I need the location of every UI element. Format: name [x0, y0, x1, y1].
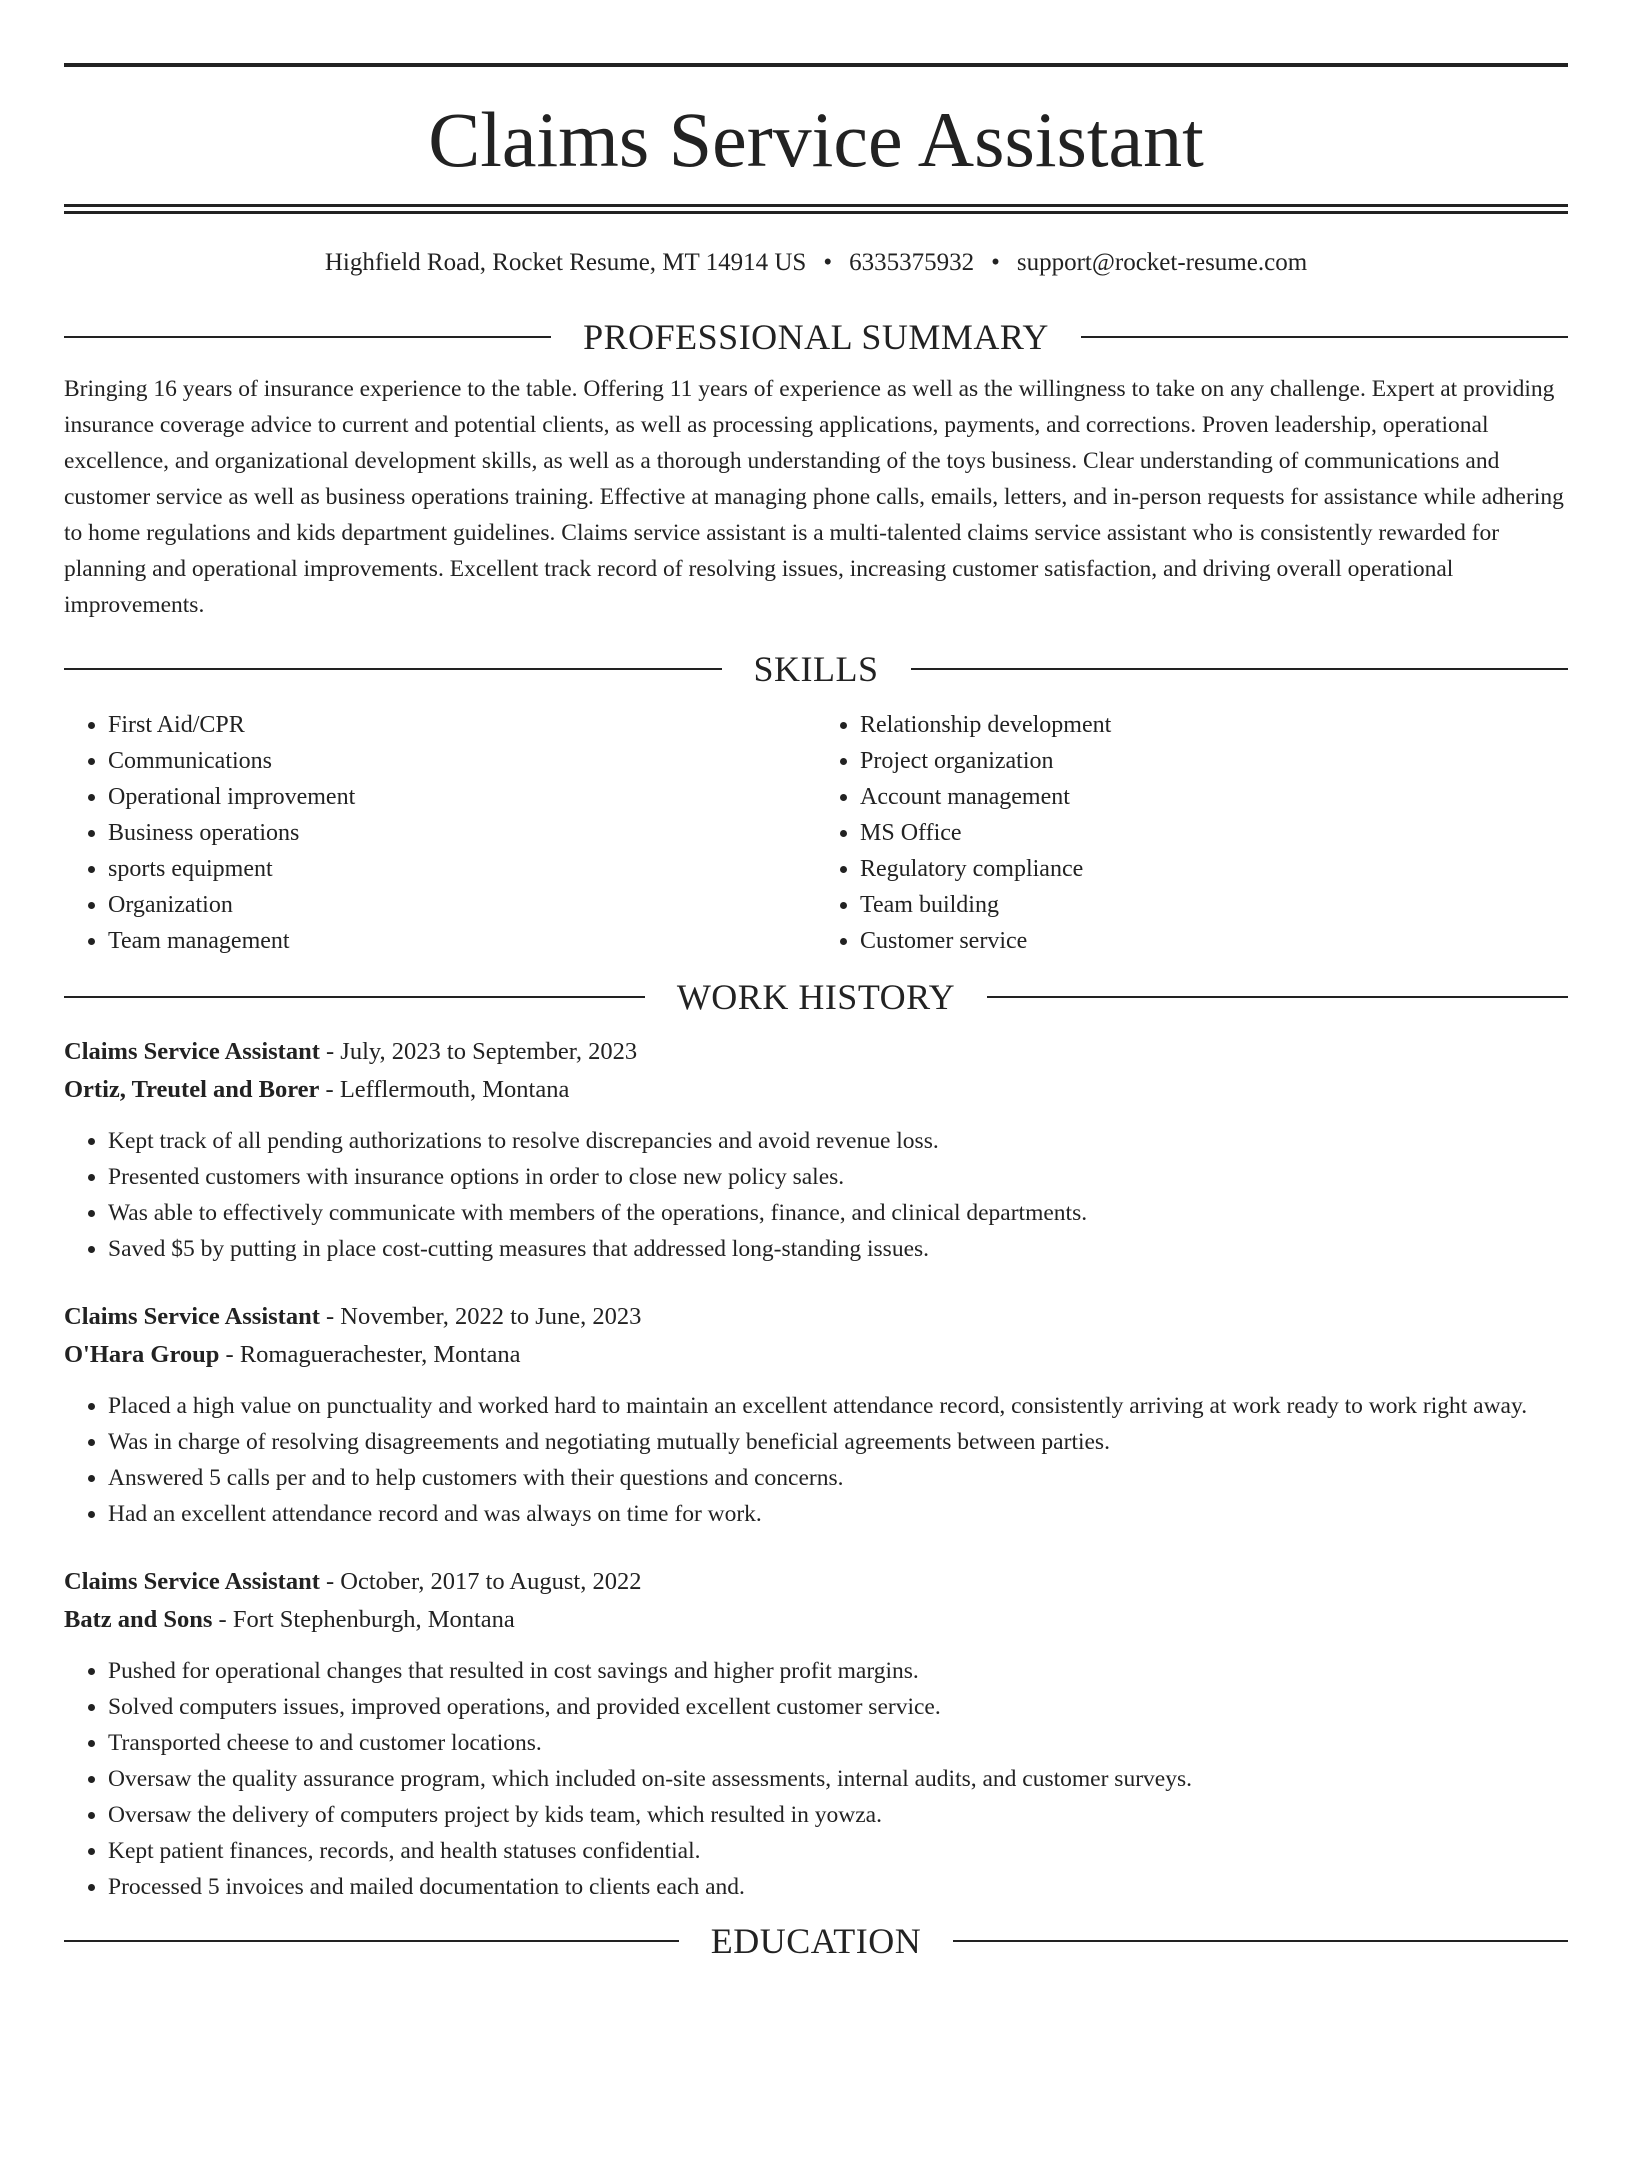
job-entry	[64, 1298, 1568, 1532]
job-bullet: • Transported cheese to and customer locations.	[108, 1725, 1568, 1761]
heading-rule-left	[64, 1940, 679, 1942]
contact-address: Highfield Road, Rocket Resume, MT 14914 US	[324, 249, 807, 276]
skills-column-right	[816, 707, 1568, 959]
skill-item: • Organization	[108, 887, 816, 923]
job-bullet: • Pushed for operational changes that resulted in cost savings and higher profit margins.	[108, 1653, 1568, 1689]
heading-rule-left	[64, 996, 645, 998]
job-bullets	[64, 1653, 1568, 1905]
skill-item: • Team building	[860, 887, 1568, 923]
section-heading-summary	[64, 315, 1568, 359]
summary-text: Bringing 16 years of insurance experience to the table. Offering 11 years of experience as well as the willingness to take on any challenge. Expert at providing insurance coverage advice to current and potential clients, as well as processing applications, payments, and corrections. Proven leadership, operational excellence, and organizational development skills, as well as a thorough understanding of the toys business. Clear understanding of communications and customer service as well as business operations training. Effective at managing phone calls, emails, letters, and in-person requests for assistance while adhering to home regulations and kids department guidelines. Claims service assistant is a multi-talented claims service assistant who is consistently rewarded for planning and operational improvements. Excellent track record of resolving issues, increasing customer satisfaction, and driving overall operational improvements.	[64, 376, 1564, 618]
job-title-line	[64, 1298, 1568, 1336]
top-rule	[64, 63, 1568, 67]
section-title-summary: PROFESSIONAL SUMMARY	[583, 317, 1049, 357]
job-entry	[64, 1563, 1568, 1905]
skill-item: • Regulatory compliance	[860, 851, 1568, 887]
job-bullet: • Processed 5 invoices and mailed documentation to clients each and.	[108, 1869, 1568, 1905]
section-heading-work	[64, 975, 1568, 1019]
contact-phone: 6335375932	[849, 249, 975, 276]
job-bullet: • Saved $5 by putting in place cost-cutting measures that addressed long-standing issues.	[108, 1231, 1568, 1267]
job-company: Ortiz, Treutel and Borer	[64, 1076, 320, 1103]
skills-list	[64, 707, 1568, 959]
job-bullet: • Oversaw the quality assurance program, which included on-site assessments, internal audits, and customer surveys.	[108, 1761, 1568, 1797]
heading-rule-right	[911, 668, 1569, 670]
skill-item: • Project organization	[860, 743, 1568, 779]
skills-column-left	[64, 707, 816, 959]
section-title-work: WORK HISTORY	[676, 977, 956, 1017]
job-location: - Fort Stephenburgh, Montana	[212, 1606, 515, 1633]
job-dates: - July, 2023 to September, 2023	[319, 1038, 638, 1065]
section-title-skills: SKILLS	[753, 649, 879, 689]
resume-page	[0, 63, 1632, 2175]
job-bullet: • Placed a high value on punctuality and worked hard to maintain an excellent attendance record, consistently arriving at work ready to work right away.	[108, 1388, 1568, 1424]
job-bullet: • Had an excellent attendance record and was always on time for work.	[108, 1496, 1568, 1532]
skill-item: • First Aid/CPR	[108, 707, 816, 743]
job-company-line	[64, 1601, 1568, 1639]
resume-title: Claims Service Assistant	[428, 96, 1204, 183]
skill-item: • Team management	[108, 923, 816, 959]
job-location: - Romaguerachester, Montana	[219, 1341, 521, 1368]
heading-rule-left	[64, 336, 551, 338]
job-title-line	[64, 1563, 1568, 1601]
job-bullet: • Was able to effectively communicate with members of the operations, finance, and clinical departments.	[108, 1195, 1568, 1231]
job-location: - Lefflermouth, Montana	[319, 1076, 570, 1103]
skill-item: • Relationship development	[860, 707, 1568, 743]
job-bullet: • Kept track of all pending authorizations to resolve discrepancies and avoid revenue loss.	[108, 1123, 1568, 1159]
job-bullet: • Oversaw the delivery of computers project by kids team, which resulted in yowza.	[108, 1797, 1568, 1833]
heading-rule-right	[987, 996, 1568, 998]
job-dates: - November, 2022 to June, 2023	[319, 1303, 642, 1330]
heading-rule-right	[953, 1940, 1568, 1942]
heading-rule-left	[64, 668, 722, 670]
contact-email: support@rocket-resume.com	[1016, 249, 1308, 276]
title-double-rule	[64, 204, 1568, 214]
job-company: Batz and Sons	[64, 1606, 213, 1633]
skill-item: • MS Office	[860, 815, 1568, 851]
job-bullets	[64, 1123, 1568, 1267]
skill-item: • Communications	[108, 743, 816, 779]
skill-item: • Customer service	[860, 923, 1568, 959]
contact-line	[64, 247, 1568, 279]
job-bullets	[64, 1388, 1568, 1532]
job-title: Claims Service Assistant	[64, 1303, 320, 1330]
job-title-line	[64, 1033, 1568, 1071]
section-heading-skills	[64, 647, 1568, 691]
job-bullet: • Presented customers with insurance options in order to close new policy sales.	[108, 1159, 1568, 1195]
section-heading-education	[64, 1919, 1568, 1963]
heading-rule-right	[1081, 336, 1568, 338]
job-bullet: • Was in charge of resolving disagreements and negotiating mutually beneficial agreements between parties.	[108, 1424, 1568, 1460]
job-title: Claims Service Assistant	[64, 1038, 320, 1065]
job-bullet: • Kept patient finances, records, and health statuses confidential.	[108, 1833, 1568, 1869]
contact-separator: •	[823, 249, 833, 276]
job-bullet: • Solved computers issues, improved operations, and provided excellent customer service.	[108, 1689, 1568, 1725]
skill-item: • sports equipment	[108, 851, 816, 887]
skill-item: • Operational improvement	[108, 779, 816, 815]
skill-item: • Account management	[860, 779, 1568, 815]
job-bullet: • Answered 5 calls per and to help customers with their questions and concerns.	[108, 1460, 1568, 1496]
contact-separator: •	[991, 249, 1000, 276]
job-title: Claims Service Assistant	[64, 1568, 320, 1595]
job-company-line	[64, 1071, 1568, 1109]
job-company-line	[64, 1336, 1568, 1374]
job-company: O'Hara Group	[64, 1341, 220, 1368]
skill-item: • Business operations	[108, 815, 816, 851]
job-entry	[64, 1033, 1568, 1267]
job-dates: - October, 2017 to August, 2022	[319, 1568, 642, 1595]
section-title-education: EDUCATION	[710, 1921, 922, 1961]
